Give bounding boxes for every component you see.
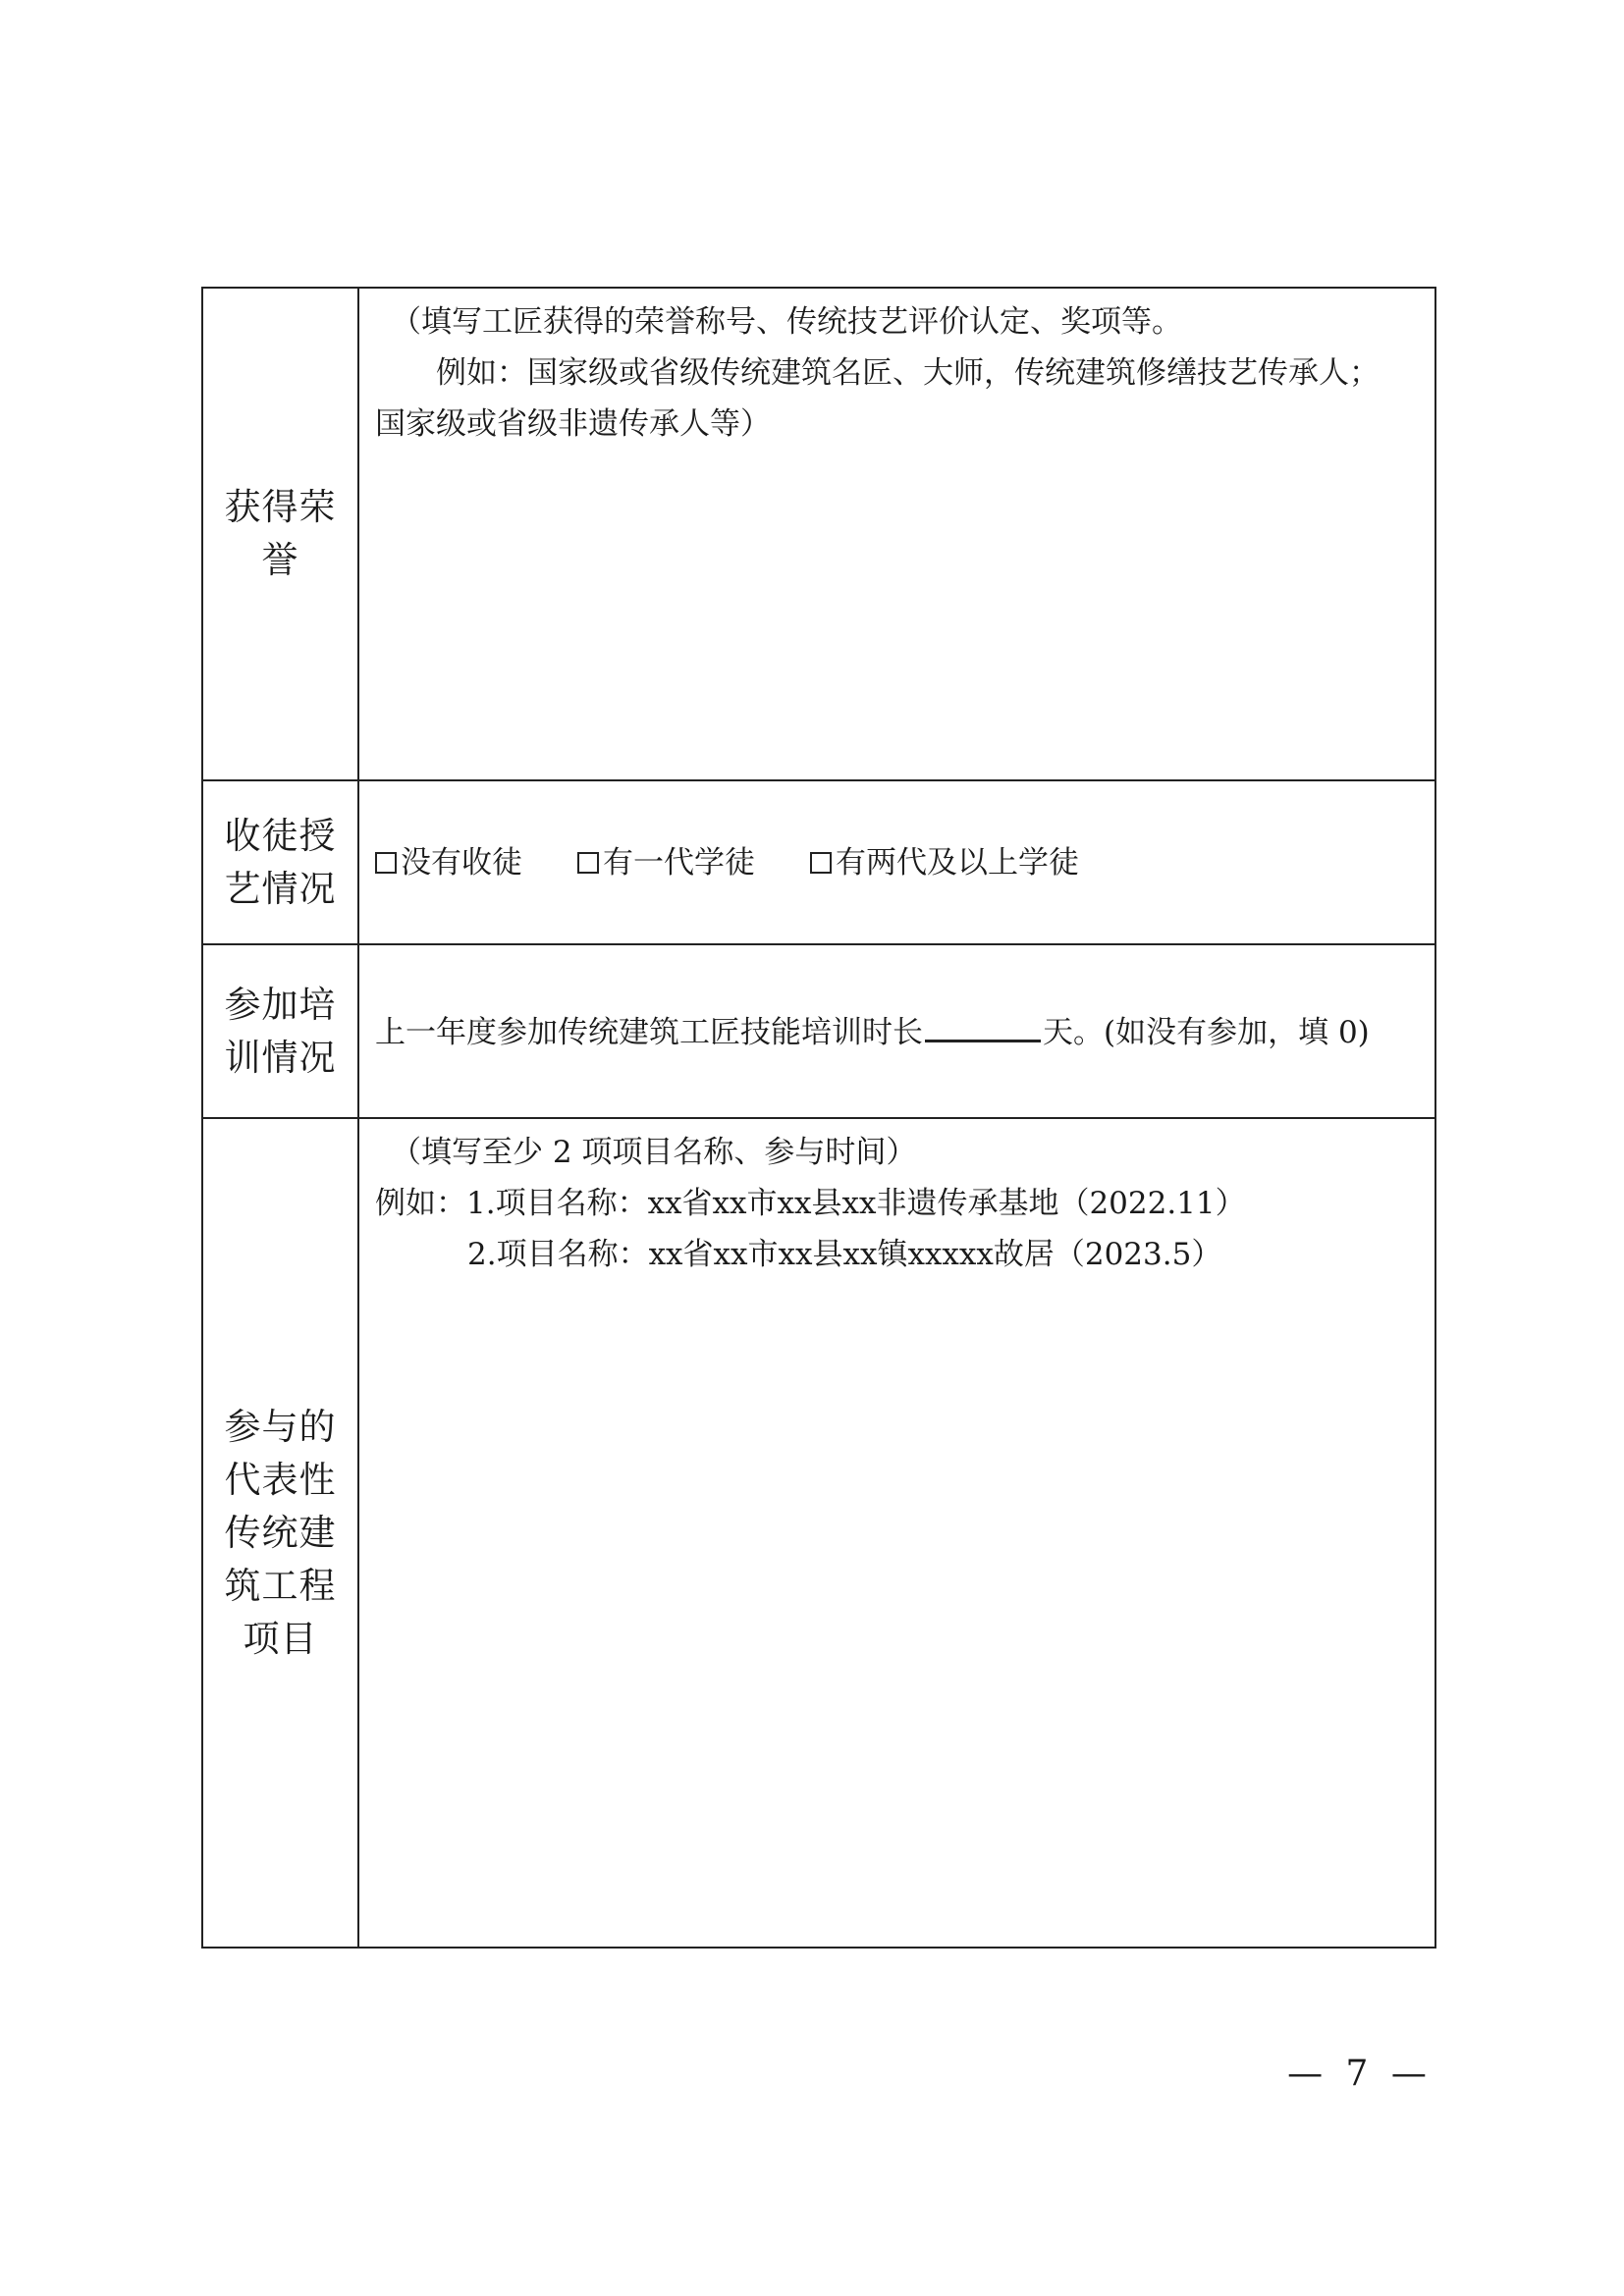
form-table <box>201 287 1436 1949</box>
honors-label: 获得荣誉 <box>224 486 337 581</box>
training-sentence <box>375 1004 1421 1058</box>
training-content-cell <box>358 944 1435 1118</box>
training-label: 参加培训情况 <box>224 983 337 1079</box>
training-text-before: 上一年度参加传统建筑工匠技能培训时长 <box>375 1015 923 1050</box>
honors-content-cell[interactable] <box>358 288 1435 780</box>
checkbox-icon[interactable] <box>577 852 599 874</box>
projects-instruction-line: （填写至少 2 项项目名称、参与时间） <box>391 1135 917 1170</box>
checkbox-icon[interactable] <box>810 852 832 874</box>
projects-row <box>202 1118 1435 1948</box>
option-one-generation-label: 有一代学徒 <box>603 844 755 881</box>
projects-label-cell <box>202 1118 358 1948</box>
training-label-cell <box>202 944 358 1118</box>
apprentice-options <box>375 837 1421 888</box>
checkbox-icon[interactable] <box>375 852 397 874</box>
training-text-after: 天。(如没有参加，填 0) <box>1043 1015 1370 1050</box>
projects-content-cell[interactable] <box>358 1118 1435 1948</box>
apprentice-label-cell <box>202 780 358 944</box>
option-two-generations[interactable] <box>810 837 1079 888</box>
honors-row <box>202 288 1435 780</box>
apprentice-content-cell <box>358 780 1435 944</box>
honors-instruction-line: （填写工匠获得的荣誉称号、传统技艺评价认定、奖项等。 <box>391 304 1182 340</box>
honors-example-line-cont: 国家级或省级非遗传承人等） <box>375 406 771 442</box>
projects-example-line-2: 2.项目名称：xx省xx市xx县xx镇xxxxx故居（2023.5） <box>467 1237 1222 1272</box>
projects-example-line-1: 例如：1.项目名称：xx省xx市xx县xx非遗传承基地（2022.11） <box>375 1186 1246 1221</box>
page-number: — 7 — <box>1287 2054 1433 2094</box>
option-one-generation[interactable] <box>577 837 755 888</box>
honors-example-line: 例如：国家级或省级传统建筑名匠、大师，传统建筑修缮技艺传承人； <box>436 355 1380 391</box>
apprentice-label: 收徒授艺情况 <box>224 814 337 910</box>
option-two-generations-label: 有两代及以上学徒 <box>836 844 1079 881</box>
honors-label-cell <box>202 288 358 780</box>
option-no-apprentice[interactable] <box>375 837 522 888</box>
option-no-apprentice-label: 没有收徒 <box>401 844 522 881</box>
projects-label: 参与的代表性传统建筑工程项目 <box>224 1405 337 1660</box>
training-row <box>202 944 1435 1118</box>
training-days-blank[interactable] <box>925 1004 1041 1042</box>
apprentice-row <box>202 780 1435 944</box>
